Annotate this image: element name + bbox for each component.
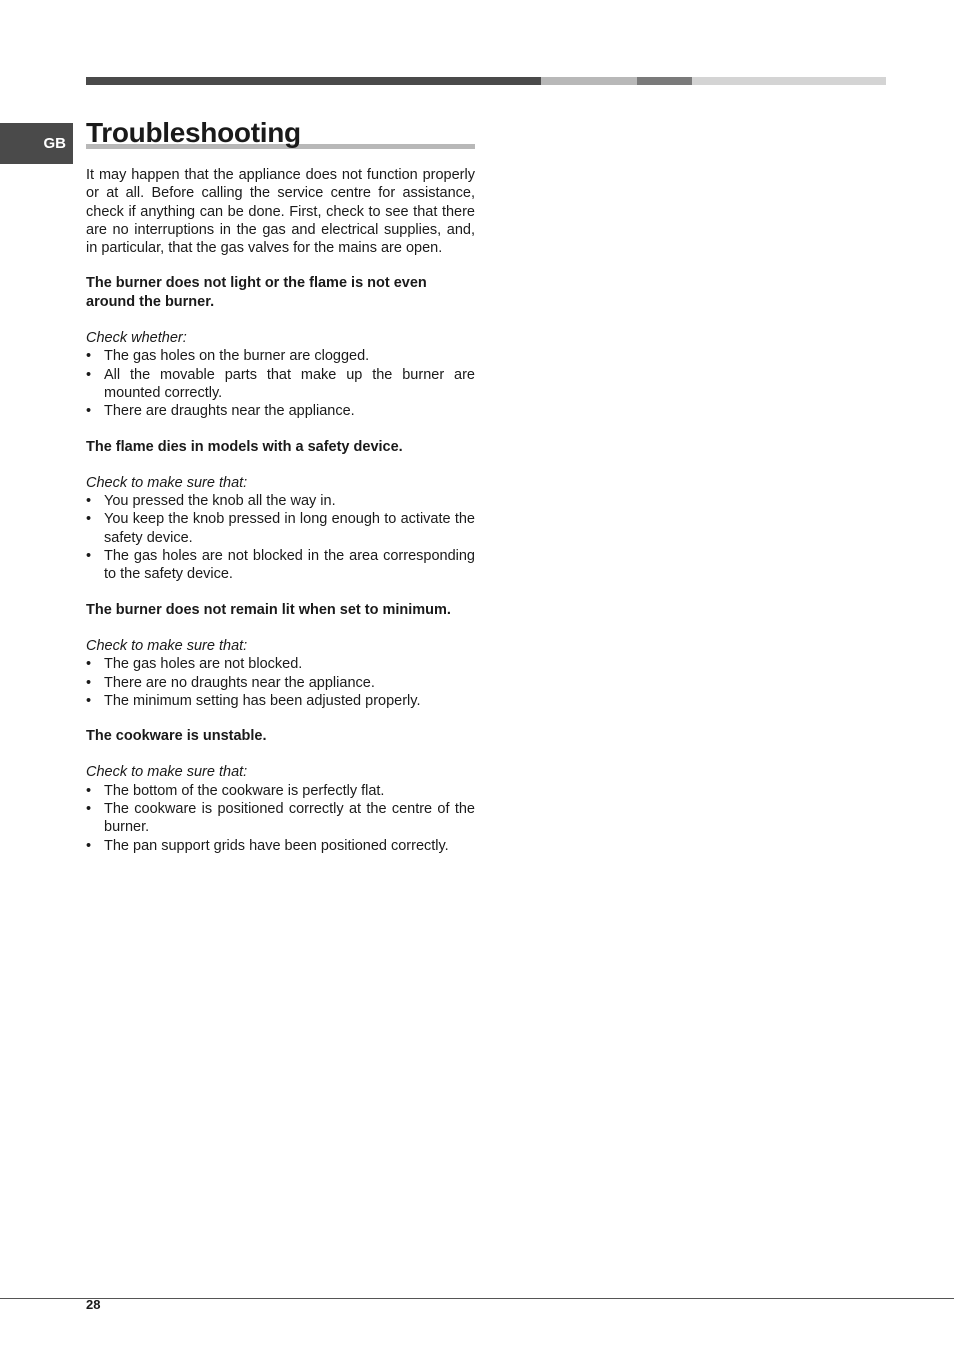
check-list: [86, 347, 475, 420]
header-bar-segment-mid: [637, 77, 692, 85]
check-list: [86, 655, 475, 710]
list-item: • There are draughts near the appliance.: [86, 403, 355, 420]
bullet-icon: •: [86, 692, 92, 709]
section-cookware-unstable: [86, 727, 475, 855]
bullet-icon: •: [86, 348, 92, 365]
list-item: • The gas holes on the burner are clogged.: [86, 348, 370, 365]
section-flame-dies: [86, 438, 475, 584]
page-title: Troubleshooting: [86, 117, 301, 148]
list-item: • The gas holes are not blocked.: [86, 656, 303, 673]
list-item: • The pan support grids have been positioned correctly.: [86, 837, 449, 854]
bullet-icon: •: [86, 366, 92, 383]
bullet-icon: •: [86, 656, 92, 673]
section-heading: The burner does not remain lit when set to minimum.: [86, 601, 451, 618]
language-tab: [0, 123, 73, 164]
section-burner-not-lit-minimum: [86, 601, 475, 710]
list-item: • The cookware is positioned correctly at the centre of the burner.: [86, 801, 475, 836]
page-number: 28: [86, 1297, 101, 1312]
bullet-icon: •: [86, 801, 92, 818]
title-block: [86, 116, 475, 152]
bullet-icon: •: [86, 782, 92, 799]
bullet-icon: •: [86, 403, 92, 420]
bullet-icon: •: [86, 548, 92, 565]
section-heading: The cookware is unstable.: [86, 728, 267, 745]
troubleshooting-content: [86, 166, 475, 855]
bullet-icon: •: [86, 837, 92, 854]
list-item: • The gas holes are not blocked in the area corresponding to the safety device.: [86, 548, 475, 583]
section-burner-not-lighting: [86, 274, 475, 420]
list-item: • The bottom of the cookware is perfectly flat.: [86, 782, 385, 799]
header-bar-segment-dark: [86, 77, 541, 85]
check-label: Check to make sure that:: [86, 764, 248, 781]
language-tab-label: GB: [43, 135, 66, 152]
section-heading: The burner does not light or the flame is not even around the burner.: [86, 275, 427, 310]
header-bar-segment-pale: [692, 77, 886, 85]
bullet-icon: •: [86, 511, 92, 528]
list-item: • You pressed the knob all the way in.: [86, 493, 336, 510]
list-item: • There are no draughts near the appliance.: [86, 674, 375, 691]
check-label: Check to make sure that:: [86, 637, 248, 654]
check-label: Check to make sure that:: [86, 474, 248, 491]
header-bar-segment-light: [541, 77, 637, 85]
section-heading: The flame dies in models with a safety device.: [86, 438, 403, 455]
list-item: • You keep the knob pressed in long enough to activate the safety device.: [86, 511, 475, 546]
check-list: [86, 492, 475, 583]
bullet-icon: •: [86, 493, 92, 510]
check-list: [86, 782, 475, 855]
footer-divider: [0, 1298, 954, 1299]
list-item: • All the movable parts that make up the burner are mounted correctly.: [86, 366, 475, 401]
check-label: Check whether:: [86, 330, 187, 347]
bullet-icon: •: [86, 674, 92, 691]
intro-paragraph: It may happen that the appliance does not function properly or at all. Before calling the service centre for assistance, check if anything can be done. First, check to see that there are no interruptions in the gas and electrical supplies, and, in particular, that the gas valves for the mains are open.: [86, 167, 475, 257]
list-item: • The minimum setting has been adjusted properly.: [86, 692, 421, 709]
